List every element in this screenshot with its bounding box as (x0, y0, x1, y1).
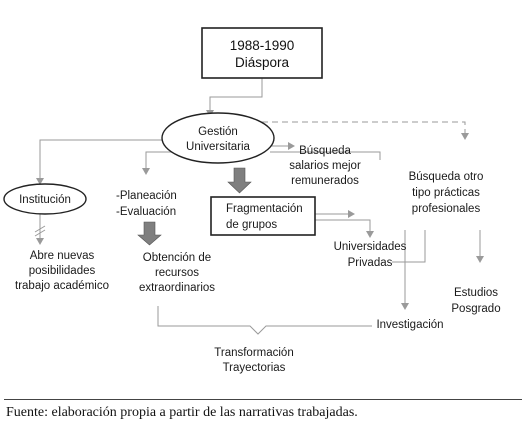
diaspora-year: 1988-1990 (229, 38, 295, 53)
arrowhead (366, 231, 374, 238)
obtencion-line-2: recursos (154, 267, 200, 279)
dashed-connector-right (262, 122, 465, 135)
connector-obtencion-transformacion (158, 306, 372, 334)
busqueda-otro-line-1: Búsqueda otro (408, 171, 484, 183)
busqueda-salarios-line-2: salarios mejor (289, 160, 361, 172)
fat-arrow-planeacion-obtencion (138, 222, 161, 245)
connector-diaspora-gestion (210, 78, 262, 112)
diaspora-box (202, 28, 322, 78)
arrowhead (36, 238, 44, 245)
source-divider (4, 399, 522, 400)
universidades-line-2: Privadas (347, 257, 393, 269)
planeacion-line-1: -Planeación (116, 190, 177, 202)
institucion-label: Institución (19, 194, 71, 206)
transformacion-line-2: Trayectorias (222, 362, 286, 374)
busqueda-otro-line-3: profesionales (411, 203, 481, 215)
arrowhead (476, 256, 484, 263)
universidades-line-1: Universidades (333, 241, 407, 253)
planeacion-line-2: -Evaluación (116, 206, 177, 218)
arrowhead (461, 133, 469, 140)
fragmentacion-line-1: Fragmentación (226, 203, 303, 215)
gestion-label-1: Gestión (198, 126, 238, 138)
gestion-ellipse (162, 113, 274, 163)
busqueda-salarios-line-1: Búsqueda (299, 145, 351, 157)
arrowhead (288, 142, 295, 150)
investigacion-label: Investigación (376, 319, 444, 331)
estudios-line-1: Estudios (453, 287, 499, 299)
connector-gestion-institucion (40, 140, 172, 180)
obtencion-line-3: extraordinarios (138, 282, 216, 294)
abre-line-3: trabajo académico (15, 280, 109, 292)
abre-line-1: Abre nuevas (29, 250, 95, 262)
arrowhead (401, 303, 409, 310)
connector-fragmentacion-universidades-down (315, 220, 370, 233)
diaspora-label: Diáspora (234, 55, 290, 70)
arrowhead (142, 168, 150, 175)
gestion-label-2: Universitaria (186, 141, 250, 153)
transformacion-line-1: Transformación (214, 347, 294, 359)
busqueda-salarios-line-3: remunerados (291, 175, 359, 187)
fat-arrow-gestion-fragmentacion (228, 168, 251, 193)
fragmentacion-line-2: de grupos (226, 219, 278, 231)
estudios-line-2: Posgrado (451, 303, 501, 315)
busqueda-otro-line-2: tipo prácticas (412, 187, 480, 199)
obtencion-line-1: Obtención de (142, 252, 212, 264)
source-note: Fuente: elaboración propia a partir de las narrativas trabajadas. (6, 405, 358, 420)
arrowhead (348, 210, 355, 218)
abre-line-2: posibilidades (28, 265, 96, 277)
